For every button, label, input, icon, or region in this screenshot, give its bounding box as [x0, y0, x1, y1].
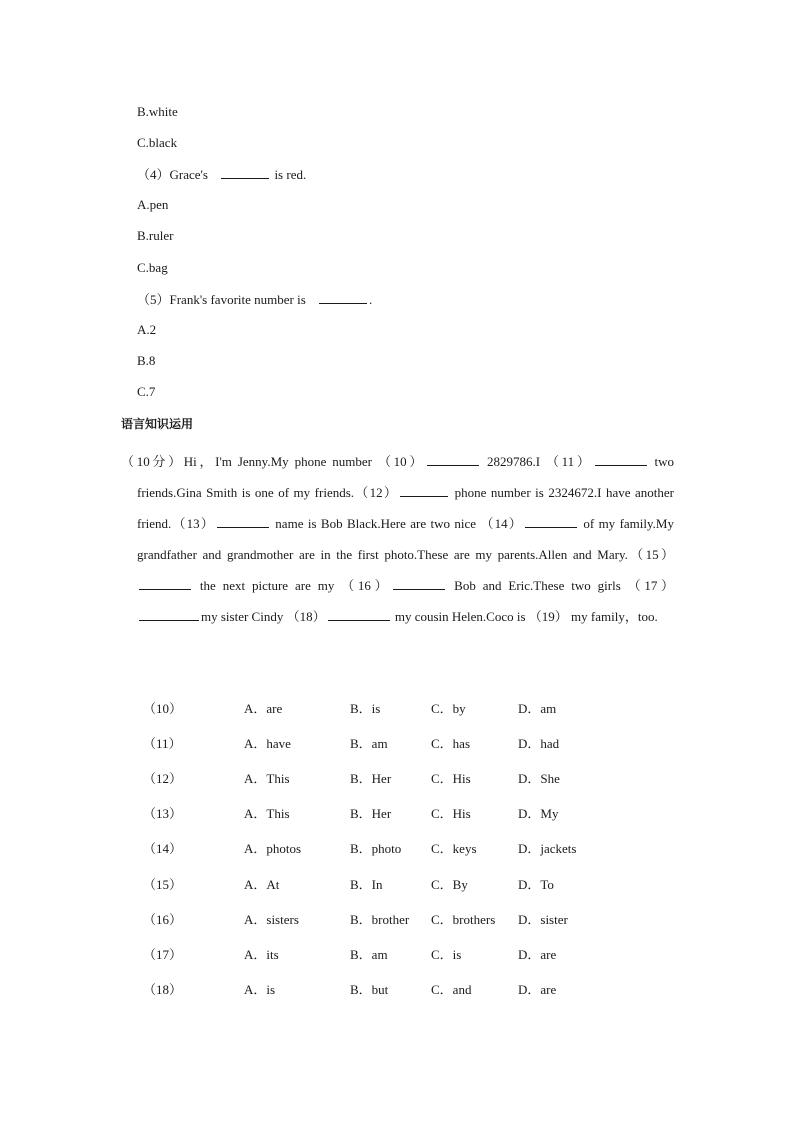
q4-blank [221, 166, 269, 179]
choice-d: D．are [518, 982, 557, 997]
choice-d: D．had [518, 736, 560, 751]
blank-12 [400, 484, 448, 497]
choice-b: B．am [350, 947, 388, 962]
choice-b: B．In [350, 877, 383, 892]
cloze-passage [121, 446, 674, 632]
choice-c: C．By [431, 877, 468, 892]
choice-b: B．brother [350, 912, 410, 927]
q5-stem-after: . [369, 292, 373, 307]
choice-a: A．its [244, 947, 279, 962]
q3-option-b: B.white [137, 104, 178, 119]
choice-c: C．keys [431, 841, 477, 856]
choice-c: C．and [431, 982, 472, 997]
passage-part-8: Bob and Eric.These two girls （17） [447, 578, 674, 593]
q5-option-b: B.8 [137, 353, 156, 368]
q4-option-c: C.bag [137, 260, 168, 275]
blank-18 [328, 608, 390, 621]
blank-11 [595, 453, 647, 466]
choice-number: （13） [143, 806, 183, 821]
choice-a: A．At [244, 877, 280, 892]
choice-c: C．His [431, 771, 471, 786]
choice-d: D．jackets [518, 841, 577, 856]
choice-b: B．but [350, 982, 389, 997]
choice-d: D．sister [518, 912, 568, 927]
choice-a: A．are [244, 701, 283, 716]
choice-d: D．My [518, 806, 559, 821]
blank-14 [525, 515, 577, 528]
choice-number: （18） [143, 982, 183, 997]
blank-16 [393, 577, 445, 590]
choice-d: D．are [518, 947, 557, 962]
choice-b: B．photo [350, 841, 402, 856]
passage-part-2: 2829786.I （11） [481, 454, 593, 469]
q4-option-a: A.pen [137, 197, 169, 212]
q5-blank [319, 291, 367, 304]
q3-option-c: C.black [137, 135, 178, 150]
q5-stem-before: （5）Frank's favorite number is [137, 292, 306, 307]
choice-d: D．am [518, 701, 557, 716]
section-title: 语言知识运用 [121, 417, 194, 431]
q5-option-a: A.2 [137, 322, 157, 337]
q4-option-b: B.ruler [137, 228, 174, 243]
choice-b: B．am [350, 736, 388, 751]
choice-number: （12） [143, 771, 183, 786]
choice-number: （15） [143, 877, 183, 892]
choice-number: （16） [143, 912, 183, 927]
choice-a: A．have [244, 736, 291, 751]
q4-stem-before: （4）Grace's [137, 167, 208, 182]
choice-c: C．has [431, 736, 471, 751]
q4-stem-after: is red. [274, 167, 307, 182]
blank-13 [217, 515, 269, 528]
choice-d: D．To [518, 877, 554, 892]
choice-b: B．Her [350, 771, 392, 786]
choice-b: B．Her [350, 806, 392, 821]
choice-number: （14） [143, 841, 183, 856]
passage-part-1: （10分）Hi，I'm Jenny.My phone number （10） [121, 454, 426, 469]
choice-c: C．is [431, 947, 462, 962]
blank-15 [139, 577, 191, 590]
choice-a: A．This [244, 806, 290, 821]
passage-part-7: the next picture are my （16） [193, 578, 392, 593]
choice-c: C．by [431, 701, 466, 716]
choice-number: （11） [143, 736, 182, 751]
choice-b: B．is [350, 701, 381, 716]
passage-part-9: my sister Cindy （18） [201, 609, 326, 624]
passage-part-4: phone number is 2324672.I have another friend.（13） [137, 485, 674, 531]
blank-17 [139, 608, 199, 621]
q4-stem [137, 166, 306, 183]
passage-part-10: my cousin Helen.Coco is （19） my family，too. [391, 609, 658, 624]
q5-stem [137, 291, 372, 308]
choice-d: D．She [518, 771, 560, 786]
choice-a: A．photos [244, 841, 302, 856]
choice-number: （17） [143, 947, 183, 962]
choice-number: （10） [143, 701, 183, 716]
passage-part-3: two friends.Gina Smith is one of my friends.（12） [137, 454, 675, 500]
choice-c: C．His [431, 806, 471, 821]
choice-a: A．sisters [244, 912, 299, 927]
choice-a: A．is [244, 982, 276, 997]
choice-c: C．brothers [431, 912, 496, 927]
choice-a: A．This [244, 771, 290, 786]
passage-part-5: name is Bob Black.Here are two nice （14） [270, 516, 523, 531]
passage-part-6: of my family.My grandfather and grandmother are in the first photo.These are my parents.Allen and Mary.（15） [137, 516, 674, 562]
blank-10 [427, 453, 479, 466]
q5-option-c: C.7 [137, 384, 156, 399]
